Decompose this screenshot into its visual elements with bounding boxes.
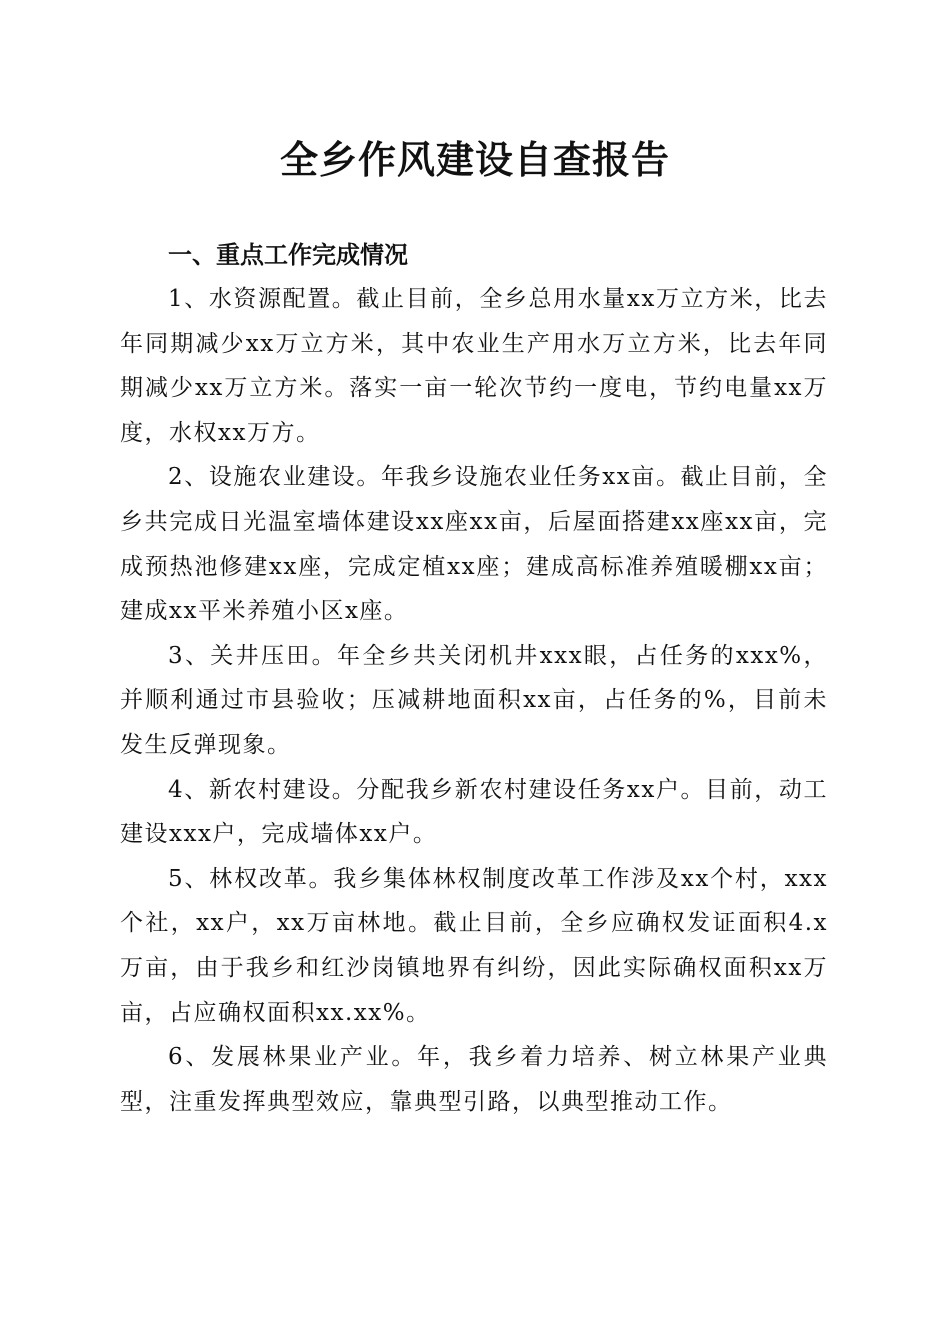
section-heading: 一、重点工作完成情况	[168, 241, 408, 269]
paragraph-fruit-industry: 6、发展林果业产业。年，我乡着力培养、树立林果产业典型，注重发挥典型效应，靠典型引路，以典型推动工作。	[120, 1044, 828, 1115]
document-title: 全乡作风建设自查报告	[279, 138, 670, 182]
paragraph-well-closure: 3、关井压田。年全乡共关闭机井xxx眼，占任务的xxx%，并顺利通过市县验收；压减耕地面积xx亩，占任务的%，目前未发生反弹现象。	[120, 642, 828, 758]
paragraph-forest-rights: 5、林权改革。我乡集体林权制度改革工作涉及xx个村，xxx个社，xx户，xx万亩林地。截止目前，全乡应确权发证面积4.x万亩，由于我乡和红沙岗镇地界有纠纷，因此实际确权面积xx万亩，占应确权面积xx.xx%。	[120, 865, 828, 1026]
paragraph-new-countryside: 4、新农村建设。分配我乡新农村建设任务xx户。目前，动工建设xxx户，完成墙体xx户。	[120, 776, 828, 848]
paragraph-water-resources: 1、水资源配置。截止目前，全乡总用水量xx万立方米，比去年同期减少xx万立方米，其中农业生产用水万立方米，比去年同期减少xx万立方米。落实一亩一轮次节约一度电，节约电量xx万度，水权xx万方。	[120, 286, 828, 446]
document-body	[120, 233, 828, 1124]
paragraph-facility-agriculture: 2、设施农业建设。年我乡设施农业任务xx亩。截止目前，全乡共完成日光温室墙体建设xx座xx亩，后屋面搭建xx座xx亩，完成预热池修建xx座，完成定植xx座；建成高标准养殖暖棚xx亩；建成xx平米养殖小区x座。	[120, 464, 828, 625]
